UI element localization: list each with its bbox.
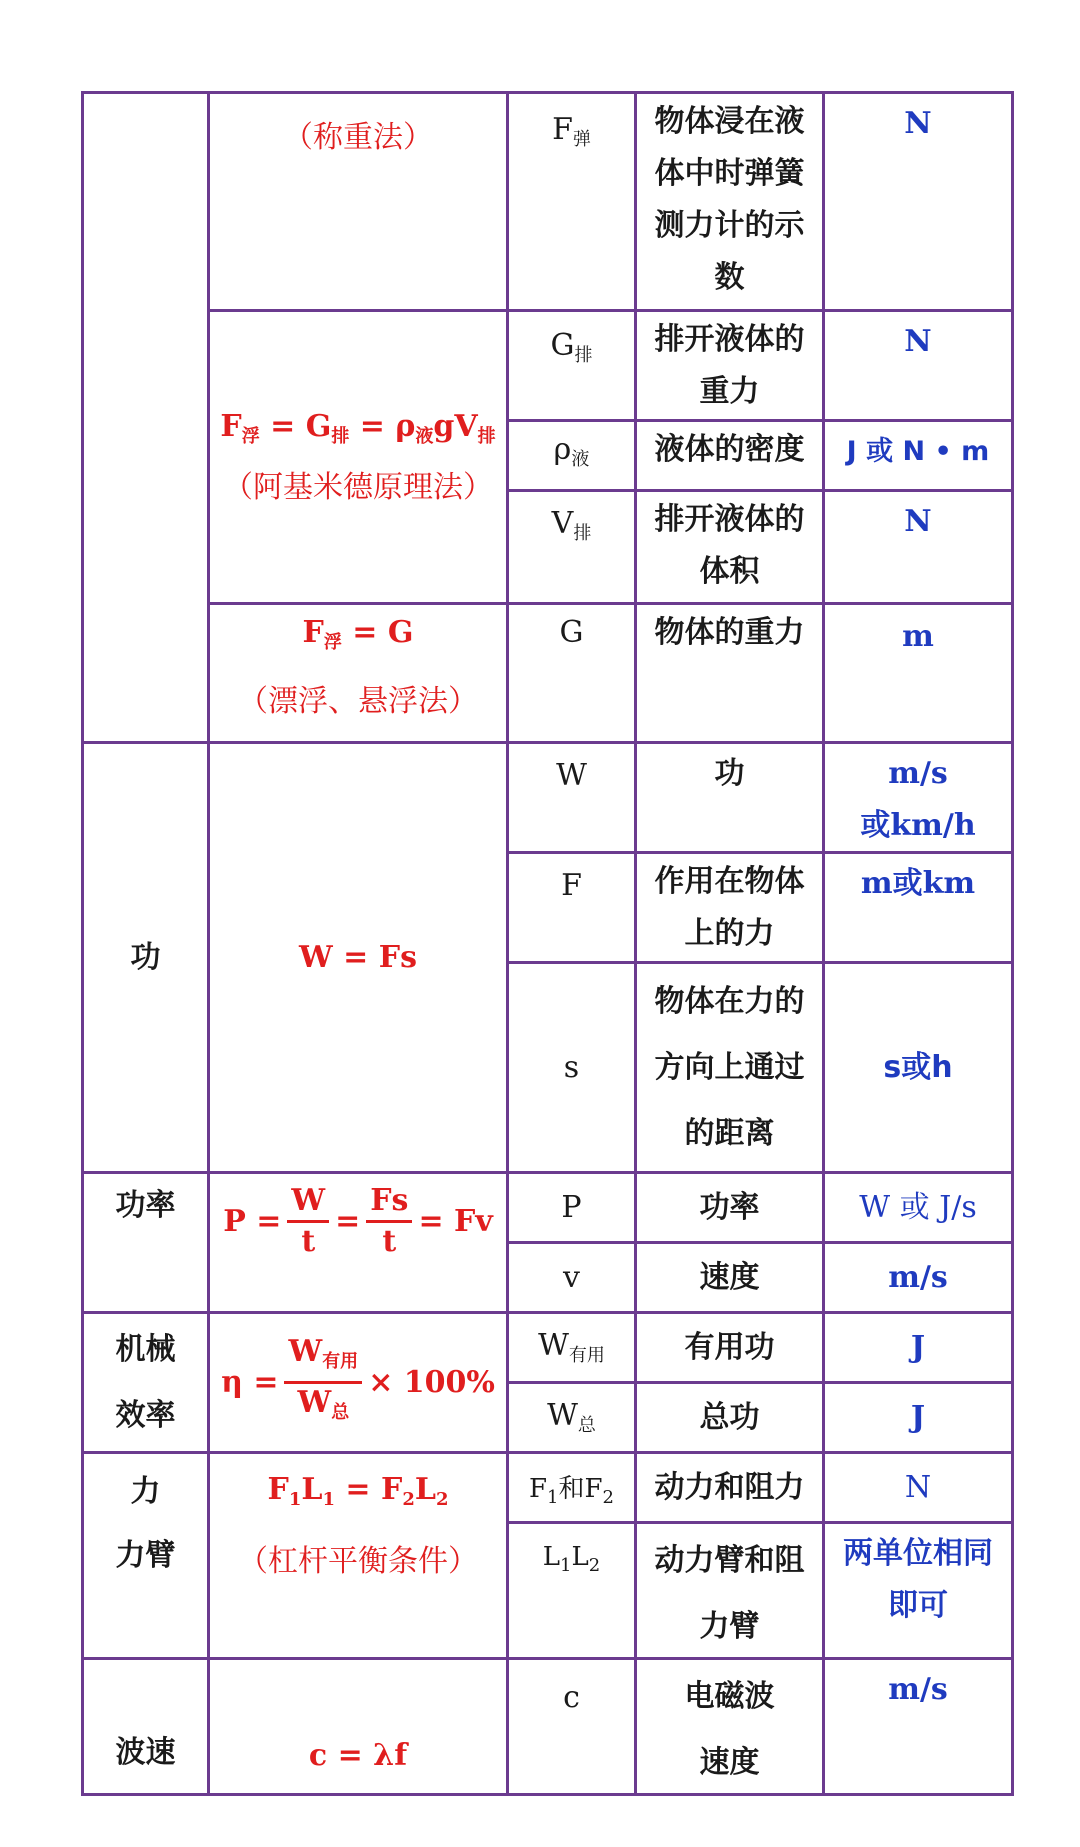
work-var1-unit-2: 或km/h	[860, 808, 976, 843]
lever-var1-desc-cell	[634, 1451, 825, 1524]
archimedes-var3-symbol: $V_排$	[551, 506, 592, 544]
efficiency-formula-cell	[207, 1311, 509, 1454]
archimedes-var3-desc-cell	[634, 489, 825, 605]
efficiency-name-1: 机械	[115, 1331, 176, 1367]
weighing-unit: N	[904, 106, 932, 141]
work-var3-desc-3: 的距离	[684, 1115, 775, 1151]
lever-method: （杠杆平衡条件）	[238, 1544, 478, 1579]
weighing-unit-cell	[822, 91, 1014, 312]
floating-method: （漂浮、悬浮法）	[238, 684, 478, 719]
efficiency-var2-unit: J	[910, 1399, 926, 1435]
work-var3-desc-cell	[634, 961, 825, 1174]
efficiency-name-2: 效率	[115, 1397, 176, 1433]
lever-var2-symbol-cell	[506, 1521, 637, 1660]
lever-var2-desc-cell	[634, 1521, 825, 1660]
work-var2-desc-cell	[634, 851, 825, 964]
work-var1-unit-1: m/s	[888, 756, 948, 791]
archimedes-var1-unit-cell	[822, 309, 1014, 422]
archimedes-var1-symbol-cell	[506, 309, 637, 422]
efficiency-var2-symbol-cell	[506, 1381, 637, 1454]
lever-var1-desc: 动力和阻力	[654, 1469, 805, 1505]
wave-unit: m/s	[888, 1672, 948, 1707]
efficiency-var2-desc-cell	[634, 1381, 825, 1454]
archimedes-var2-desc-1: 液体的密度	[654, 432, 805, 467]
work-var2-symbol: F	[561, 868, 582, 903]
archimedes-formula-cell	[207, 309, 509, 605]
lever-name-cell	[81, 1451, 210, 1660]
efficiency-var1-symbol-cell	[506, 1311, 637, 1384]
floating-unit-cell	[822, 602, 1014, 744]
work-var1-desc-cell	[634, 741, 825, 854]
archimedes-var1-desc-2: 重力	[699, 374, 760, 409]
efficiency-var1-desc-cell	[634, 1311, 825, 1384]
power-name: 功率	[115, 1188, 176, 1223]
archimedes-var3-symbol-cell	[506, 489, 637, 605]
archimedes-var3-desc-1: 排开液体的	[654, 502, 805, 537]
work-var2-unit: m或km	[860, 866, 976, 901]
wave-symbol-cell	[506, 1657, 637, 1796]
power-var2-desc-cell	[634, 1241, 825, 1314]
work-var1-symbol-cell	[506, 741, 637, 854]
power-var1-symbol-cell	[506, 1171, 637, 1244]
archimedes-var3-desc-2: 体积	[699, 554, 760, 589]
efficiency-var1-unit: J	[910, 1329, 926, 1365]
efficiency-var1-symbol: $W_{有用}$	[538, 1328, 605, 1366]
lever-var2-desc-2: 力臂	[699, 1609, 760, 1644]
work-var3-unit-cell	[822, 961, 1014, 1174]
floating-symbol: G	[559, 615, 584, 650]
floating-desc: 物体的重力	[654, 615, 805, 650]
work-var1-symbol: W	[556, 758, 587, 793]
power-var2-symbol: v	[563, 1260, 580, 1295]
work-var2-unit-cell	[822, 851, 1014, 964]
power-var2-unit: m/s	[888, 1259, 948, 1295]
lever-var1-symbol: $F_1$和$F_2$	[529, 1473, 614, 1508]
work-var1-unit-cell	[822, 741, 1014, 854]
floating-formula: $F_浮 = G$	[302, 615, 414, 653]
lever-var2-unit-1: 两单位相同	[843, 1536, 993, 1571]
archimedes-formula: $F_浮 = G_排 = \rho_液gV_排$	[220, 408, 496, 447]
lever-var1-unit: N	[904, 1469, 932, 1505]
efficiency-var2-symbol: $W_总$	[547, 1398, 596, 1436]
floating-unit: m	[902, 619, 934, 654]
power-var2-symbol-cell	[506, 1241, 637, 1314]
power-var1-symbol: P	[561, 1190, 582, 1225]
archimedes-method: （阿基米德原理法）	[223, 469, 493, 505]
work-var3-symbol: s	[563, 1050, 580, 1085]
lever-var2-desc-1: 动力臂和阻	[654, 1543, 805, 1578]
archimedes-var1-unit: N	[904, 324, 932, 359]
lever-var2-symbol: $L_1L_2$	[542, 1542, 601, 1576]
work-var3-unit: s或h	[883, 1049, 953, 1085]
lever-formula: $F_1L_1 = F_2L_2$	[267, 1472, 449, 1510]
wave-name-cell	[81, 1657, 210, 1796]
floating-symbol-cell	[506, 602, 637, 744]
power-var1-desc: 功率	[699, 1189, 760, 1225]
efficiency-var1-desc: 有用功	[684, 1329, 775, 1365]
archimedes-var2-desc-cell	[634, 419, 825, 492]
work-formula-cell	[207, 741, 509, 1174]
wave-desc-1: 电磁波	[684, 1679, 775, 1714]
wave-formula-cell	[207, 1657, 509, 1796]
efficiency-var1-unit-cell	[822, 1311, 1014, 1384]
weighing-desc-cell	[634, 91, 825, 312]
archimedes-var3-unit: N	[904, 504, 932, 539]
wave-symbol: c	[563, 1680, 580, 1715]
weighing-desc-1: 物体浸在液	[654, 104, 805, 139]
weighing-symbol: $F_弹$	[552, 112, 591, 150]
weighing-desc-2: 体中时弹簧	[654, 156, 805, 191]
efficiency-name-cell	[81, 1311, 210, 1454]
lever-name-2: 力臂	[115, 1538, 176, 1573]
wave-formula: c = λf	[308, 1738, 408, 1773]
work-var2-desc-2: 上的力	[684, 916, 775, 951]
work-name: 功	[130, 939, 161, 975]
work-name-cell	[81, 741, 210, 1174]
wave-unit-cell	[822, 1657, 1014, 1796]
archimedes-var1-desc-1: 排开液体的	[654, 322, 805, 357]
power-var1-unit: W 或 J/s	[859, 1189, 977, 1225]
work-var1-desc: 功	[714, 756, 745, 791]
work-var2-symbol-cell	[506, 851, 637, 964]
efficiency-var2-unit-cell	[822, 1381, 1014, 1454]
power-var2-desc: 速度	[699, 1259, 760, 1295]
work-var2-desc-1: 作用在物体	[654, 864, 805, 899]
weighing-method: （称重法）	[283, 120, 433, 155]
power-formula-cell	[207, 1171, 509, 1314]
lever-var2-unit-cell	[822, 1521, 1014, 1660]
power-var2-unit-cell	[822, 1241, 1014, 1314]
floating-formula-cell	[207, 602, 509, 744]
archimedes-var1-symbol: $G_排$	[550, 328, 593, 366]
archimedes-var2-symbol: $\rho_液$	[553, 432, 590, 470]
floating-desc-cell	[634, 602, 825, 744]
weighing-method-cell	[207, 91, 509, 312]
lever-formula-cell	[207, 1451, 509, 1660]
weighing-symbol-cell	[506, 91, 637, 312]
archimedes-var2-unit: J 或 N • m	[846, 436, 990, 467]
work-formula: W = Fs	[299, 940, 417, 975]
work-var3-desc-1: 物体在力的	[654, 983, 805, 1019]
power-var1-unit-cell	[822, 1171, 1014, 1244]
archimedes-var1-desc-cell	[634, 309, 825, 422]
power-name-cell	[81, 1171, 210, 1314]
lever-var2-unit-2: 即可	[888, 1588, 948, 1623]
wave-desc-cell	[634, 1657, 825, 1796]
weighing-desc-3: 测力计的示	[654, 208, 805, 243]
efficiency-var2-desc: 总功	[699, 1399, 760, 1435]
lever-var1-symbol-cell	[506, 1451, 637, 1524]
buoyancy-name-cell	[81, 91, 210, 744]
archimedes-var3-unit-cell	[822, 489, 1014, 605]
wave-name: 波速	[115, 1735, 176, 1770]
weighing-desc-4: 数	[714, 260, 745, 295]
efficiency-formula: η = $\frac{W_{有用}}{W_总}$ × 100%	[221, 1334, 495, 1423]
archimedes-var2-symbol-cell	[506, 419, 637, 492]
lever-name-1: 力	[130, 1474, 161, 1509]
work-var3-symbol-cell	[506, 961, 637, 1174]
power-formula: P = $\frac{W}{t}$ = $\frac{Fs}{t}$ = Fv	[223, 1183, 493, 1259]
archimedes-var2-unit-cell	[822, 419, 1014, 492]
power-var1-desc-cell	[634, 1171, 825, 1244]
work-var3-desc-2: 方向上通过	[654, 1049, 805, 1085]
lever-var1-unit-cell	[822, 1451, 1014, 1524]
wave-desc-2: 速度	[699, 1745, 760, 1780]
